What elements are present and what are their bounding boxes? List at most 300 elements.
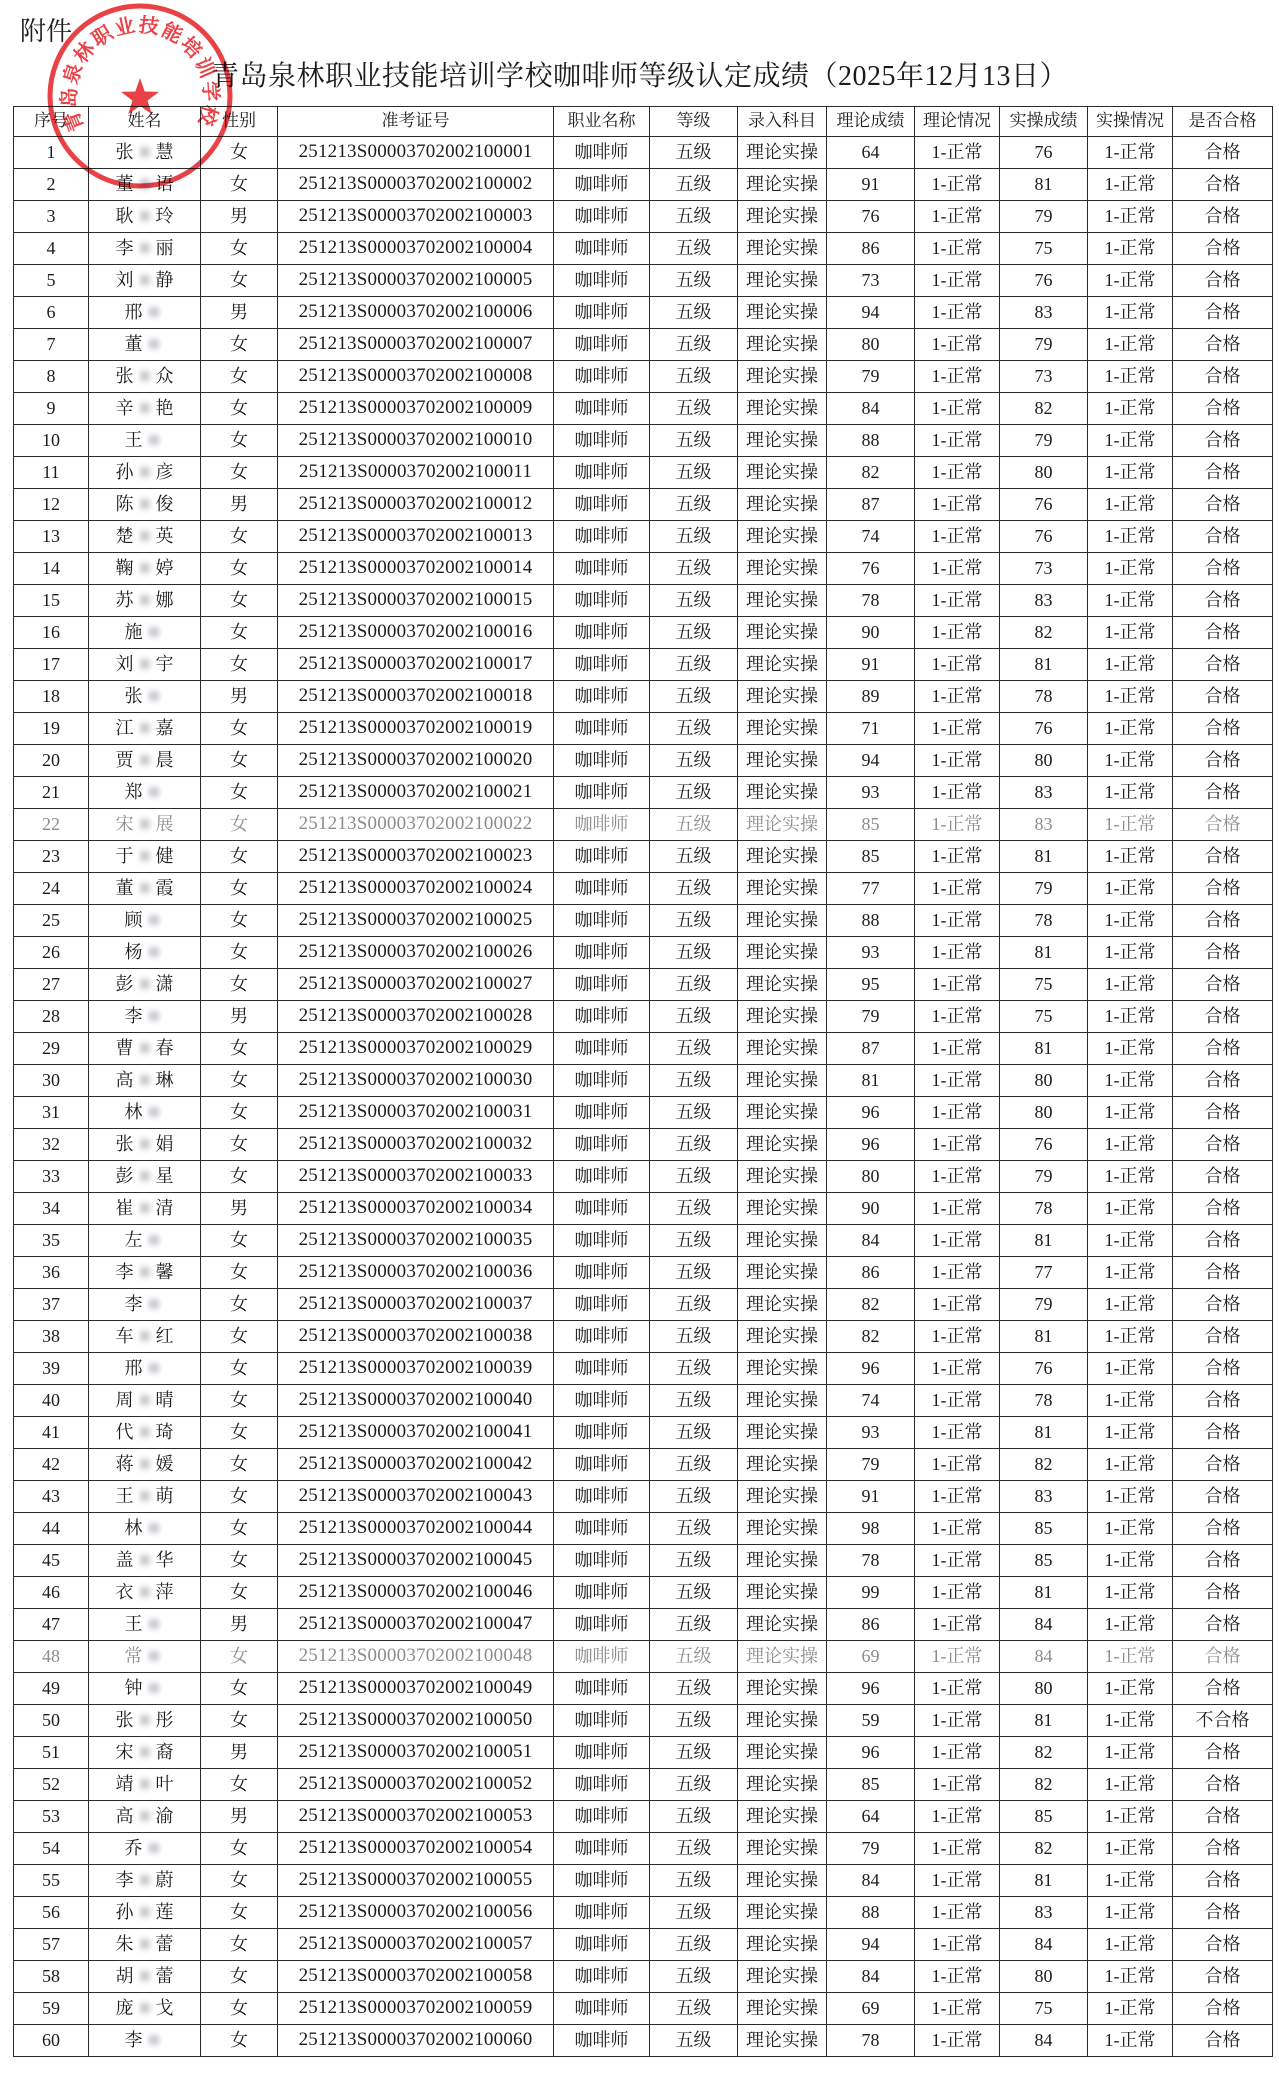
cell-practical-score: 81 bbox=[1000, 169, 1088, 201]
cell-occupation: 咖啡师 bbox=[554, 1737, 650, 1769]
table-row bbox=[14, 1289, 1273, 1321]
cell-practical-status: 1-正常 bbox=[1088, 937, 1173, 969]
cell-subject: 理论实操 bbox=[738, 681, 827, 713]
cell-theory-score: 88 bbox=[827, 1897, 915, 1929]
cell-subject: 理论实操 bbox=[738, 777, 827, 809]
cell-no: 48 bbox=[14, 1641, 89, 1673]
cell-theory-score: 86 bbox=[827, 1609, 915, 1641]
cell-subject: 理论实操 bbox=[738, 1993, 827, 2025]
cell-exam-id: 251213S00003702002100043 bbox=[278, 1481, 554, 1513]
cell-exam-id: 251213S00003702002100012 bbox=[278, 489, 554, 521]
cell-practical-score: 79 bbox=[1000, 329, 1088, 361]
cell-no: 30 bbox=[14, 1065, 89, 1097]
name-blur-mask bbox=[137, 847, 153, 865]
cell-theory-status: 1-正常 bbox=[915, 1193, 1000, 1225]
cell-exam-id: 251213S00003702002100051 bbox=[278, 1737, 554, 1769]
cell-result: 合格 bbox=[1173, 137, 1273, 169]
cell-result: 合格 bbox=[1173, 1929, 1273, 1961]
name-first: 贾 bbox=[115, 749, 134, 770]
table-row bbox=[14, 201, 1273, 233]
cell-practical-status: 1-正常 bbox=[1088, 873, 1173, 905]
cell-theory-score: 59 bbox=[827, 1705, 915, 1737]
name-blur-mask bbox=[137, 207, 153, 225]
table-row bbox=[14, 425, 1273, 457]
cell-name bbox=[89, 1385, 201, 1417]
cell-gender: 女 bbox=[201, 1577, 278, 1609]
table-row bbox=[14, 265, 1273, 297]
cell-practical-status: 1-正常 bbox=[1088, 585, 1173, 617]
cell-gender: 女 bbox=[201, 1225, 278, 1257]
table-row bbox=[14, 1673, 1273, 1705]
table-row bbox=[14, 681, 1273, 713]
cell-subject: 理论实操 bbox=[738, 745, 827, 777]
cell-level: 五级 bbox=[650, 1737, 738, 1769]
cell-subject: 理论实操 bbox=[738, 969, 827, 1001]
cell-theory-status: 1-正常 bbox=[915, 297, 1000, 329]
cell-exam-id: 251213S00003702002100027 bbox=[278, 969, 554, 1001]
cell-level: 五级 bbox=[650, 201, 738, 233]
name-blur-mask bbox=[146, 783, 162, 801]
cell-theory-status: 1-正常 bbox=[915, 1833, 1000, 1865]
name-first: 邢 bbox=[124, 301, 143, 322]
cell-name bbox=[89, 233, 201, 265]
cell-occupation: 咖啡师 bbox=[554, 745, 650, 777]
cell-occupation: 咖啡师 bbox=[554, 329, 650, 361]
cell-subject: 理论实操 bbox=[738, 1321, 827, 1353]
cell-gender: 女 bbox=[201, 1289, 278, 1321]
cell-practical-score: 81 bbox=[1000, 1577, 1088, 1609]
cell-practical-score: 79 bbox=[1000, 1161, 1088, 1193]
name-first: 董 bbox=[124, 333, 143, 354]
cell-gender: 女 bbox=[201, 1961, 278, 1993]
cell-theory-score: 85 bbox=[827, 841, 915, 873]
cell-exam-id: 251213S00003702002100046 bbox=[278, 1577, 554, 1609]
cell-occupation: 咖啡师 bbox=[554, 1641, 650, 1673]
cell-name bbox=[89, 937, 201, 969]
cell-result: 合格 bbox=[1173, 905, 1273, 937]
name-blur-mask bbox=[137, 1039, 153, 1057]
cell-level: 五级 bbox=[650, 1993, 738, 2025]
cell-level: 五级 bbox=[650, 585, 738, 617]
cell-practical-score: 78 bbox=[1000, 681, 1088, 713]
cell-no: 22 bbox=[14, 809, 89, 841]
name-first: 邢 bbox=[124, 1357, 143, 1378]
cell-gender: 女 bbox=[201, 1321, 278, 1353]
cell-gender: 男 bbox=[201, 1193, 278, 1225]
name-last: 嘉 bbox=[155, 717, 174, 738]
name-last: 蕾 bbox=[155, 1965, 174, 1986]
name-last: 琳 bbox=[155, 1069, 174, 1090]
cell-occupation: 咖啡师 bbox=[554, 1929, 650, 1961]
cell-practical-status: 1-正常 bbox=[1088, 1193, 1173, 1225]
cell-exam-id: 251213S00003702002100008 bbox=[278, 361, 554, 393]
cell-occupation: 咖啡师 bbox=[554, 361, 650, 393]
name-last: 琦 bbox=[155, 1421, 174, 1442]
cell-theory-score: 90 bbox=[827, 617, 915, 649]
cell-subject: 理论实操 bbox=[738, 617, 827, 649]
cell-occupation: 咖啡师 bbox=[554, 553, 650, 585]
cell-subject: 理论实操 bbox=[738, 1641, 827, 1673]
cell-exam-id: 251213S00003702002100055 bbox=[278, 1865, 554, 1897]
cell-result: 合格 bbox=[1173, 969, 1273, 1001]
table-row bbox=[14, 361, 1273, 393]
cell-level: 五级 bbox=[650, 457, 738, 489]
cell-exam-id: 251213S00003702002100007 bbox=[278, 329, 554, 361]
cell-theory-status: 1-正常 bbox=[915, 1417, 1000, 1449]
cell-theory-status: 1-正常 bbox=[915, 1257, 1000, 1289]
cell-level: 五级 bbox=[650, 1161, 738, 1193]
cell-name bbox=[89, 713, 201, 745]
name-blur-mask bbox=[146, 1295, 162, 1313]
cell-name bbox=[89, 873, 201, 905]
cell-level: 五级 bbox=[650, 169, 738, 201]
cell-no: 51 bbox=[14, 1737, 89, 1769]
cell-practical-status: 1-正常 bbox=[1088, 137, 1173, 169]
cell-practical-score: 76 bbox=[1000, 265, 1088, 297]
cell-occupation: 咖啡师 bbox=[554, 1961, 650, 1993]
cell-exam-id: 251213S00003702002100041 bbox=[278, 1417, 554, 1449]
cell-result: 合格 bbox=[1173, 425, 1273, 457]
cell-practical-status: 1-正常 bbox=[1088, 713, 1173, 745]
table-row bbox=[14, 233, 1273, 265]
table-row bbox=[14, 1993, 1273, 2025]
cell-theory-score: 96 bbox=[827, 1129, 915, 1161]
cell-theory-status: 1-正常 bbox=[915, 329, 1000, 361]
cell-theory-score: 87 bbox=[827, 489, 915, 521]
name-last: 丽 bbox=[155, 237, 174, 258]
cell-subject: 理论实操 bbox=[738, 1609, 827, 1641]
cell-exam-id: 251213S00003702002100001 bbox=[278, 137, 554, 169]
cell-subject: 理论实操 bbox=[738, 169, 827, 201]
cell-gender: 女 bbox=[201, 1769, 278, 1801]
name-first: 高 bbox=[115, 1069, 134, 1090]
cell-result: 合格 bbox=[1173, 1129, 1273, 1161]
name-first: 高 bbox=[115, 1805, 134, 1826]
score-table bbox=[13, 106, 1273, 2057]
name-last: 语 bbox=[155, 173, 174, 194]
name-first: 李 bbox=[115, 1869, 134, 1890]
name-blur-mask bbox=[146, 2031, 162, 2049]
cell-no: 3 bbox=[14, 201, 89, 233]
cell-name bbox=[89, 425, 201, 457]
cell-practical-score: 76 bbox=[1000, 521, 1088, 553]
cell-name bbox=[89, 1993, 201, 2025]
name-first: 郑 bbox=[124, 781, 143, 802]
cell-result: 合格 bbox=[1173, 1513, 1273, 1545]
cell-practical-score: 76 bbox=[1000, 137, 1088, 169]
cell-practical-score: 75 bbox=[1000, 969, 1088, 1001]
cell-occupation: 咖啡师 bbox=[554, 809, 650, 841]
cell-no: 11 bbox=[14, 457, 89, 489]
cell-name bbox=[89, 1577, 201, 1609]
cell-practical-score: 83 bbox=[1000, 777, 1088, 809]
cell-gender: 女 bbox=[201, 233, 278, 265]
cell-result: 合格 bbox=[1173, 1801, 1273, 1833]
cell-theory-status: 1-正常 bbox=[915, 1609, 1000, 1641]
name-blur-mask bbox=[146, 1839, 162, 1857]
cell-result: 合格 bbox=[1173, 1641, 1273, 1673]
cell-name bbox=[89, 1161, 201, 1193]
cell-level: 五级 bbox=[650, 1641, 738, 1673]
cell-result: 合格 bbox=[1173, 521, 1273, 553]
name-last: 彦 bbox=[155, 461, 174, 482]
header-name: 姓名 bbox=[89, 107, 201, 137]
cell-level: 五级 bbox=[650, 1129, 738, 1161]
cell-no: 2 bbox=[14, 169, 89, 201]
cell-name bbox=[89, 201, 201, 233]
cell-level: 五级 bbox=[650, 1417, 738, 1449]
cell-subject: 理论实操 bbox=[738, 1129, 827, 1161]
cell-level: 五级 bbox=[650, 425, 738, 457]
cell-gender: 女 bbox=[201, 1929, 278, 1961]
cell-occupation: 咖啡师 bbox=[554, 1353, 650, 1385]
name-blur-mask bbox=[146, 1519, 162, 1537]
cell-name bbox=[89, 1705, 201, 1737]
cell-theory-status: 1-正常 bbox=[915, 425, 1000, 457]
cell-theory-score: 96 bbox=[827, 1353, 915, 1385]
cell-exam-id: 251213S00003702002100030 bbox=[278, 1065, 554, 1097]
cell-subject: 理论实操 bbox=[738, 1737, 827, 1769]
table-row bbox=[14, 937, 1273, 969]
cell-name bbox=[89, 905, 201, 937]
cell-theory-status: 1-正常 bbox=[915, 873, 1000, 905]
cell-practical-score: 78 bbox=[1000, 1193, 1088, 1225]
table-row bbox=[14, 2025, 1273, 2057]
cell-no: 36 bbox=[14, 1257, 89, 1289]
cell-result: 合格 bbox=[1173, 553, 1273, 585]
cell-practical-status: 1-正常 bbox=[1088, 521, 1173, 553]
cell-gender: 男 bbox=[201, 681, 278, 713]
cell-gender: 女 bbox=[201, 1353, 278, 1385]
cell-exam-id: 251213S00003702002100031 bbox=[278, 1097, 554, 1129]
cell-theory-score: 98 bbox=[827, 1513, 915, 1545]
cell-practical-score: 81 bbox=[1000, 1321, 1088, 1353]
name-blur-mask bbox=[146, 303, 162, 321]
cell-exam-id: 251213S00003702002100022 bbox=[278, 809, 554, 841]
cell-level: 五级 bbox=[650, 713, 738, 745]
cell-occupation: 咖啡师 bbox=[554, 1385, 650, 1417]
cell-theory-score: 91 bbox=[827, 649, 915, 681]
cell-theory-status: 1-正常 bbox=[915, 1161, 1000, 1193]
cell-exam-id: 251213S00003702002100006 bbox=[278, 297, 554, 329]
cell-practical-score: 77 bbox=[1000, 1257, 1088, 1289]
cell-occupation: 咖啡师 bbox=[554, 457, 650, 489]
cell-occupation: 咖啡师 bbox=[554, 1193, 650, 1225]
table-row bbox=[14, 329, 1273, 361]
cell-occupation: 咖啡师 bbox=[554, 393, 650, 425]
cell-gender: 女 bbox=[201, 457, 278, 489]
cell-theory-score: 96 bbox=[827, 1673, 915, 1705]
cell-practical-status: 1-正常 bbox=[1088, 1065, 1173, 1097]
cell-gender: 女 bbox=[201, 553, 278, 585]
cell-no: 26 bbox=[14, 937, 89, 969]
name-blur-mask bbox=[146, 431, 162, 449]
cell-no: 24 bbox=[14, 873, 89, 905]
cell-practical-status: 1-正常 bbox=[1088, 1481, 1173, 1513]
cell-subject: 理论实操 bbox=[738, 1513, 827, 1545]
cell-subject: 理论实操 bbox=[738, 457, 827, 489]
name-blur-mask bbox=[137, 559, 153, 577]
cell-exam-id: 251213S00003702002100049 bbox=[278, 1673, 554, 1705]
name-last: 萌 bbox=[155, 1485, 174, 1506]
cell-exam-id: 251213S00003702002100005 bbox=[278, 265, 554, 297]
cell-practical-status: 1-正常 bbox=[1088, 777, 1173, 809]
cell-occupation: 咖啡师 bbox=[554, 1513, 650, 1545]
cell-occupation: 咖啡师 bbox=[554, 201, 650, 233]
cell-theory-score: 77 bbox=[827, 873, 915, 905]
name-first: 曹 bbox=[115, 1037, 134, 1058]
cell-practical-score: 76 bbox=[1000, 713, 1088, 745]
name-last: 婷 bbox=[155, 557, 174, 578]
cell-no: 42 bbox=[14, 1449, 89, 1481]
name-last: 娜 bbox=[155, 589, 174, 610]
cell-practical-status: 1-正常 bbox=[1088, 809, 1173, 841]
cell-theory-score: 79 bbox=[827, 361, 915, 393]
cell-practical-score: 76 bbox=[1000, 1353, 1088, 1385]
cell-gender: 女 bbox=[201, 905, 278, 937]
cell-no: 34 bbox=[14, 1193, 89, 1225]
cell-gender: 女 bbox=[201, 713, 278, 745]
cell-practical-score: 83 bbox=[1000, 1481, 1088, 1513]
name-first: 乔 bbox=[124, 1837, 143, 1858]
cell-subject: 理论实操 bbox=[738, 1193, 827, 1225]
cell-subject: 理论实操 bbox=[738, 361, 827, 393]
cell-practical-score: 81 bbox=[1000, 1225, 1088, 1257]
name-blur-mask bbox=[137, 1583, 153, 1601]
cell-result: 合格 bbox=[1173, 1257, 1273, 1289]
cell-result: 合格 bbox=[1173, 777, 1273, 809]
name-last: 华 bbox=[155, 1549, 174, 1570]
cell-result: 合格 bbox=[1173, 233, 1273, 265]
cell-name bbox=[89, 617, 201, 649]
cell-theory-score: 93 bbox=[827, 1417, 915, 1449]
cell-level: 五级 bbox=[650, 1449, 738, 1481]
cell-gender: 男 bbox=[201, 297, 278, 329]
cell-result: 合格 bbox=[1173, 937, 1273, 969]
name-last: 宇 bbox=[155, 653, 174, 674]
cell-theory-score: 74 bbox=[827, 1385, 915, 1417]
cell-theory-status: 1-正常 bbox=[915, 681, 1000, 713]
cell-occupation: 咖啡师 bbox=[554, 777, 650, 809]
name-blur-mask bbox=[137, 1487, 153, 1505]
cell-practical-status: 1-正常 bbox=[1088, 553, 1173, 585]
name-last: 静 bbox=[155, 269, 174, 290]
cell-gender: 女 bbox=[201, 617, 278, 649]
cell-name bbox=[89, 1321, 201, 1353]
cell-subject: 理论实操 bbox=[738, 905, 827, 937]
cell-theory-score: 82 bbox=[827, 1321, 915, 1353]
cell-theory-status: 1-正常 bbox=[915, 1769, 1000, 1801]
cell-theory-status: 1-正常 bbox=[915, 1865, 1000, 1897]
cell-result: 合格 bbox=[1173, 169, 1273, 201]
header-exam-id: 准考证号 bbox=[278, 107, 554, 137]
cell-practical-score: 83 bbox=[1000, 1897, 1088, 1929]
cell-theory-status: 1-正常 bbox=[915, 1353, 1000, 1385]
cell-name bbox=[89, 1513, 201, 1545]
name-blur-mask bbox=[137, 1551, 153, 1569]
name-blur-mask bbox=[137, 463, 153, 481]
name-blur-mask bbox=[146, 1679, 162, 1697]
cell-theory-score: 87 bbox=[827, 1033, 915, 1065]
cell-exam-id: 251213S00003702002100021 bbox=[278, 777, 554, 809]
cell-theory-status: 1-正常 bbox=[915, 1033, 1000, 1065]
cell-practical-score: 73 bbox=[1000, 553, 1088, 585]
cell-level: 五级 bbox=[650, 361, 738, 393]
cell-theory-score: 82 bbox=[827, 457, 915, 489]
cell-gender: 女 bbox=[201, 809, 278, 841]
cell-level: 五级 bbox=[650, 1801, 738, 1833]
cell-occupation: 咖啡师 bbox=[554, 1161, 650, 1193]
cell-theory-score: 74 bbox=[827, 521, 915, 553]
cell-gender: 女 bbox=[201, 1033, 278, 1065]
cell-practical-score: 84 bbox=[1000, 1929, 1088, 1961]
name-first: 林 bbox=[124, 1517, 143, 1538]
name-first: 孙 bbox=[115, 461, 134, 482]
cell-exam-id: 251213S00003702002100033 bbox=[278, 1161, 554, 1193]
table-row bbox=[14, 1801, 1273, 1833]
cell-exam-id: 251213S00003702002100044 bbox=[278, 1513, 554, 1545]
cell-result: 合格 bbox=[1173, 329, 1273, 361]
cell-name bbox=[89, 1929, 201, 1961]
cell-theory-score: 84 bbox=[827, 1865, 915, 1897]
cell-theory-score: 91 bbox=[827, 1481, 915, 1513]
cell-occupation: 咖啡师 bbox=[554, 137, 650, 169]
cell-theory-status: 1-正常 bbox=[915, 745, 1000, 777]
cell-practical-score: 85 bbox=[1000, 1513, 1088, 1545]
cell-occupation: 咖啡师 bbox=[554, 649, 650, 681]
cell-subject: 理论实操 bbox=[738, 1897, 827, 1929]
cell-theory-status: 1-正常 bbox=[915, 1705, 1000, 1737]
cell-occupation: 咖啡师 bbox=[554, 1417, 650, 1449]
cell-result: 合格 bbox=[1173, 1001, 1273, 1033]
name-last: 晨 bbox=[155, 749, 174, 770]
table-row bbox=[14, 457, 1273, 489]
cell-result: 合格 bbox=[1173, 617, 1273, 649]
cell-no: 10 bbox=[14, 425, 89, 457]
cell-level: 五级 bbox=[650, 1385, 738, 1417]
cell-no: 18 bbox=[14, 681, 89, 713]
cell-occupation: 咖啡师 bbox=[554, 1321, 650, 1353]
cell-result: 合格 bbox=[1173, 1769, 1273, 1801]
cell-name bbox=[89, 1193, 201, 1225]
cell-subject: 理论实操 bbox=[738, 937, 827, 969]
cell-theory-status: 1-正常 bbox=[915, 1225, 1000, 1257]
cell-exam-id: 251213S00003702002100018 bbox=[278, 681, 554, 713]
cell-name bbox=[89, 329, 201, 361]
cell-level: 五级 bbox=[650, 393, 738, 425]
cell-practical-score: 81 bbox=[1000, 1865, 1088, 1897]
cell-name bbox=[89, 1865, 201, 1897]
cell-no: 54 bbox=[14, 1833, 89, 1865]
cell-exam-id: 251213S00003702002100004 bbox=[278, 233, 554, 265]
cell-subject: 理论实操 bbox=[738, 1161, 827, 1193]
table-row bbox=[14, 1929, 1273, 1961]
cell-practical-status: 1-正常 bbox=[1088, 841, 1173, 873]
name-blur-mask bbox=[137, 1167, 153, 1185]
cell-result: 合格 bbox=[1173, 1353, 1273, 1385]
cell-gender: 男 bbox=[201, 1801, 278, 1833]
cell-subject: 理论实操 bbox=[738, 329, 827, 361]
table-row bbox=[14, 969, 1273, 1001]
cell-gender: 女 bbox=[201, 169, 278, 201]
cell-result: 合格 bbox=[1173, 201, 1273, 233]
cell-theory-status: 1-正常 bbox=[915, 1897, 1000, 1929]
cell-occupation: 咖啡师 bbox=[554, 1097, 650, 1129]
cell-name bbox=[89, 521, 201, 553]
cell-level: 五级 bbox=[650, 841, 738, 873]
name-last: 霞 bbox=[155, 877, 174, 898]
cell-name bbox=[89, 2025, 201, 2057]
